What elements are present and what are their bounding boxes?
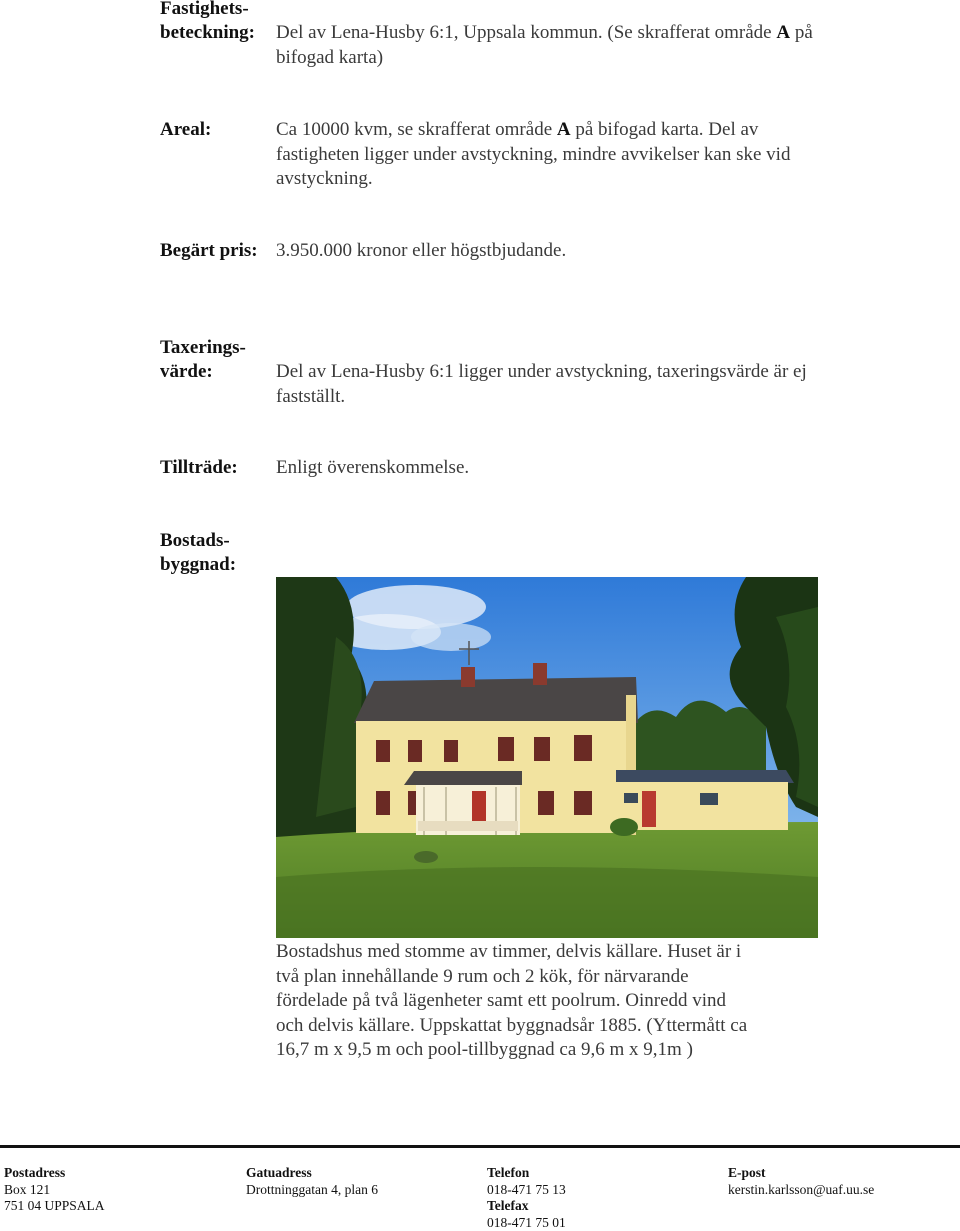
shrub bbox=[610, 818, 638, 836]
footer-postadress-heading: Postadress bbox=[4, 1165, 105, 1182]
fastighet-line1: Del av Lena-Husby 6:1, Uppsala kommun. (Se skrafferat område A på bbox=[276, 21, 813, 46]
taxering-line2: fastställt. bbox=[276, 385, 807, 410]
taxering-line1: Del av Lena-Husby 6:1 ligger under avstyckning, taxeringsvärde är ej bbox=[276, 360, 807, 385]
footer-gatuadress bbox=[246, 1165, 378, 1198]
fastighet-label-line2: beteckning: bbox=[160, 21, 255, 45]
footer-epost-address[interactable]: kerstin.karlsson@uaf.uu.se bbox=[728, 1182, 874, 1199]
footer-telefon bbox=[487, 1165, 566, 1231]
footer-divider bbox=[0, 1145, 960, 1148]
bostad-label-line2: byggnad: bbox=[160, 553, 236, 577]
chimney bbox=[461, 667, 475, 687]
chimney bbox=[533, 663, 547, 685]
annex-body bbox=[616, 782, 788, 830]
bostad-desc-line: fördelade på två lägenheter samt ett poolrum. Oinredd vind bbox=[276, 989, 747, 1014]
footer-telefax-number: 018-471 75 01 bbox=[487, 1215, 566, 1231]
bostad-desc-line: och delvis källare. Uppskattat byggnadsår 1885. (Yttermått ca bbox=[276, 1014, 747, 1039]
taxering-label-line1: Taxerings- bbox=[160, 336, 246, 360]
footer-gatuadress-line1: Drottninggatan 4, plan 6 bbox=[246, 1182, 378, 1199]
footer-epost-heading: E-post bbox=[728, 1165, 874, 1182]
cloud bbox=[411, 623, 491, 651]
house-photo bbox=[276, 577, 818, 938]
bostad-desc-line: 16,7 m x 9,5 m och pool-tillbyggnad ca 9,6 m x 9,1m ) bbox=[276, 1038, 747, 1063]
taxering-label-line2: värde: bbox=[160, 360, 246, 384]
bostad-description bbox=[276, 940, 747, 1063]
bostad-desc-line: två plan innehållande 9 rum och 2 kök, för närvarande bbox=[276, 965, 747, 990]
pris-label: Begärt pris: bbox=[160, 239, 258, 263]
tilltrade-value: Enligt överenskommelse. bbox=[276, 456, 469, 481]
annex-roof bbox=[616, 770, 794, 783]
areal-label: Areal: bbox=[160, 118, 211, 142]
footer-telefon-number: 018-471 75 13 bbox=[487, 1182, 566, 1199]
fastighet-label bbox=[160, 0, 255, 45]
bostad-label-line1: Bostads- bbox=[160, 529, 236, 553]
footer-telefon-heading: Telefon bbox=[487, 1165, 566, 1182]
taxering-label bbox=[160, 336, 246, 384]
tilltrade-label: Tillträde: bbox=[160, 456, 238, 480]
roof bbox=[354, 677, 638, 723]
areal-line3: avstyckning. bbox=[276, 167, 790, 192]
footer-telefax-heading: Telefax bbox=[487, 1198, 566, 1215]
footer-postadress-line2: 751 04 UPPSALA bbox=[4, 1198, 105, 1215]
footer-postadress bbox=[4, 1165, 105, 1215]
fastighet-line2: bifogad karta) bbox=[276, 46, 813, 71]
bostad-label bbox=[160, 529, 236, 577]
areal-text bbox=[276, 118, 790, 192]
bostad-desc-line: Bostadshus med stomme av timmer, delvis källare. Huset är i bbox=[276, 940, 747, 965]
taxering-text bbox=[276, 360, 807, 409]
areal-line1: Ca 10000 kvm, se skrafferat område A på bifogad karta. Del av bbox=[276, 118, 790, 143]
fastighet-label-line1: Fastighets- bbox=[160, 0, 255, 21]
footer-epost bbox=[728, 1165, 874, 1198]
shrub bbox=[414, 851, 438, 863]
areal-line2: fastigheten ligger under avstyckning, mindre avvikelser kan ske vid bbox=[276, 143, 790, 168]
pris-value: 3.950.000 kronor eller högstbjudande. bbox=[276, 239, 566, 264]
fastighet-text bbox=[276, 21, 813, 70]
footer-postadress-line1: Box 121 bbox=[4, 1182, 105, 1199]
lawn-shade bbox=[276, 867, 818, 938]
porch-roof bbox=[404, 771, 522, 785]
footer-gatuadress-heading: Gatuadress bbox=[246, 1165, 378, 1182]
annex-door bbox=[642, 791, 656, 827]
